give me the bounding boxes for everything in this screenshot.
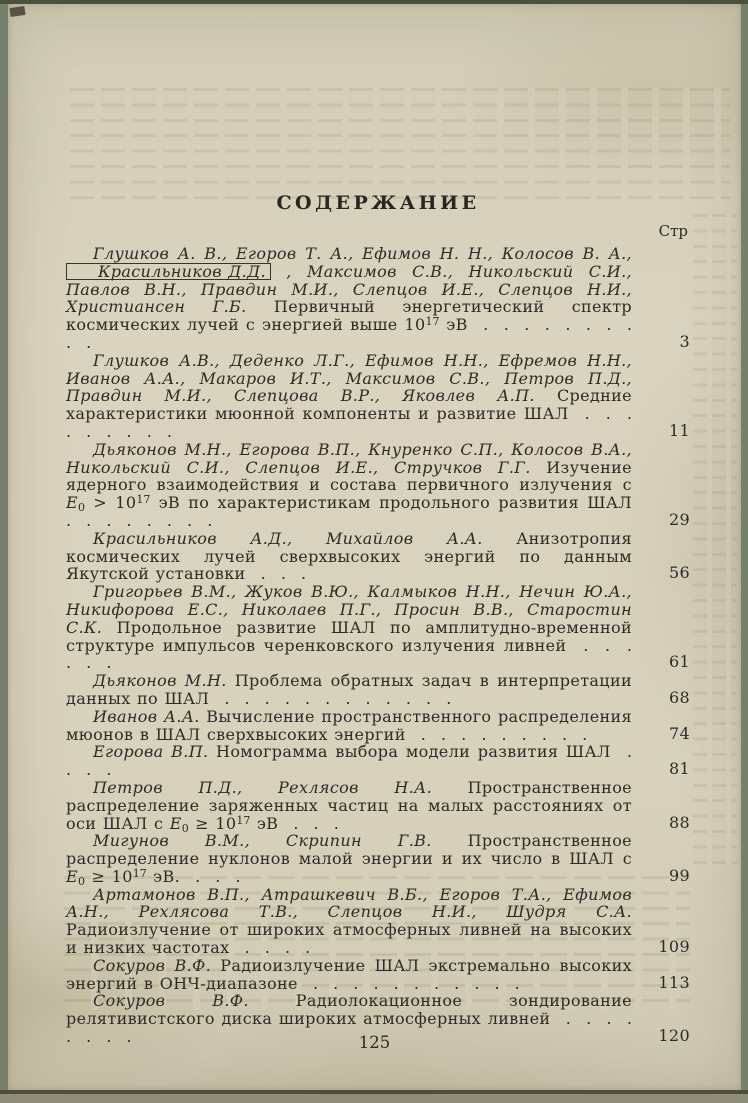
toc-list <box>66 245 690 1046</box>
toc-entry-segment: Вычисление пространственного распределения мюонов в ШАЛ сверхвысоких энергий <box>66 706 632 744</box>
dot-leader: . . . . <box>66 742 632 780</box>
dot-leader: . . . . . . . . . <box>405 724 588 744</box>
toc-entry-segment: 17 <box>425 315 440 329</box>
book-page-paper <box>8 4 741 1090</box>
dot-leader: . . . . . . <box>66 635 633 673</box>
toc-entry-page-number: 99 <box>668 865 690 885</box>
toc-entry-segment: Средние характеристики мюонной компоненты и развитие ШАЛ <box>66 386 632 424</box>
toc-entry-segment: Артамонов В.П., Атрашкевич В.Б., Егоров Т.А., Ефимов А.Н., Рехлясова Т.В., Слепцов Н.И., Шудря С.А. <box>66 884 632 922</box>
toc-entry-segment: Сокуров В.Ф. <box>93 955 221 975</box>
toc-entry <box>66 886 690 957</box>
toc-entry-segment: Егорова В.П. <box>93 742 217 762</box>
toc-entry-page-number: 56 <box>668 563 690 583</box>
toc-entry-page-number: 120 <box>658 1026 690 1046</box>
toc-entry-segment: эВ. <box>146 866 181 886</box>
page-title: СОДЕРЖАНИЕ <box>276 192 480 214</box>
dot-leader: . . . <box>278 813 339 833</box>
toc-entry-segment: 17 <box>132 866 147 880</box>
toc-entry-segment: Григорьев В.М., Жуков В.Ю., Калмыков Н.Н., Нечин Ю.А., Никифорова Е.С., Николаев П.Г., Просин В.В., Старостин С.К. <box>66 582 632 637</box>
toc-entry-segment: 17 <box>236 813 251 827</box>
toc-entry-segment: Радиолокационное зондирование релятивистского диска широких атмосферных ливней <box>66 991 632 1029</box>
toc-entry <box>66 245 690 352</box>
toc-entry-segment: Красильников А.Д., Михайлов А.А. <box>93 528 517 548</box>
toc-entry-segment: Петров П.Д., Рехлясов Н.А. <box>93 777 468 797</box>
toc-entry-segment: ≥ 10 <box>85 866 133 886</box>
page-number: 125 <box>358 1033 391 1052</box>
toc-entry-page-number: 29 <box>668 509 690 529</box>
toc-entry <box>66 831 690 888</box>
toc-entry-page-number: 68 <box>668 687 690 707</box>
toc-entry-segment: Первичный энергетический спектр космических лучей с энергией выше 10 <box>66 297 632 335</box>
toc-entry-page-number: 74 <box>668 723 690 743</box>
toc-entry <box>66 957 690 993</box>
page-column-label: Стр <box>658 222 688 240</box>
page-content <box>66 4 690 1046</box>
dot-leader: . . . . . . . . . <box>66 404 633 441</box>
toc-entry <box>66 530 690 583</box>
toc-entry-segment: Номограмма выбора модели развития ШАЛ <box>216 742 611 762</box>
dot-leader: . . . . . . . . . . <box>66 315 633 352</box>
toc-entry-segment: E <box>66 866 79 886</box>
toc-entry-segment: Радиоизлучение ШАЛ экстремально высоких энергий в ОНЧ-диапазоне <box>66 955 632 993</box>
toc-entry-segment: Пространственное распределение нуклонов малой энергии и их число в ШАЛ с <box>66 831 632 869</box>
toc-entry-segment: Продольное развитие ШАЛ по амплитудно-временной структуре импульсов черенковского излучения ливней <box>66 617 632 655</box>
toc-entry-segment: Сокуров В.Ф. <box>93 991 296 1011</box>
toc-entry <box>66 441 690 530</box>
toc-entry <box>66 583 690 672</box>
toc-entry-segment: > 10 <box>85 493 137 513</box>
toc-entry-segment: 0 <box>78 501 86 515</box>
toc-entry-page-number: 113 <box>658 972 690 992</box>
toc-entry-segment: ≥ 10 <box>188 813 237 833</box>
toc-entry-page-number: 81 <box>668 759 690 779</box>
toc-entry <box>66 672 690 708</box>
dot-leader: . . . . <box>229 938 311 958</box>
toc-entry-segment: Анизотропия космических лучей сверхвысоких энергий по данным Якутской установки <box>66 528 632 584</box>
toc-entry-segment: 0 <box>181 821 189 835</box>
toc-entry-segment: Пространственное распределение заряженных частиц на малых расстояниях от оси ШАЛ с <box>66 777 632 833</box>
toc-entry-page-number: 61 <box>668 652 690 672</box>
dot-leader: . . . <box>180 866 241 886</box>
toc-entry-segment: , Максимов С.В., Никольский С.И., Павлов В.Н., Правдин М.И., Слепцов И.Е., Слепцов Н.И., Христиансен Г.Б. <box>66 261 632 317</box>
toc-entry-segment: Дьяконов М.Н. <box>93 671 235 691</box>
toc-entry-segment: Радиоизлучение от широких атмосферных ливней на высоких и низких частотах <box>66 920 632 958</box>
toc-entry-page-number: 109 <box>658 937 690 957</box>
dot-leader: . . . <box>245 564 307 584</box>
toc-entry <box>66 708 690 744</box>
scan-artifact-mark <box>9 6 25 17</box>
toc-entry-page-number: 11 <box>668 420 690 440</box>
toc-entry-segment: Иванов А.А. <box>93 706 207 726</box>
dot-leader: . . . . . . . . <box>66 1009 632 1047</box>
toc-entry-page-number: 3 <box>679 331 690 351</box>
toc-entry-segment: Проблема обратных задач в интерпретации данных по ШАЛ <box>66 671 632 708</box>
toc-entry <box>66 777 690 835</box>
dot-leader: . . . . . . . . . . . . <box>209 688 452 708</box>
toc-entry-segment: эВ по характеристикам продольного развития ШАЛ <box>150 493 632 513</box>
toc-entry-segment: E <box>169 813 182 833</box>
toc-entry <box>66 352 690 441</box>
toc-entry-segment: Глушков А. В., Егоров Т. А., Ефимов Н. Н., Колосов В. А., <box>93 244 632 263</box>
dot-leader: . . . . . . . . <box>66 510 213 530</box>
toc-entry-segment: Изучение ядерного взаимодействия и состава первичного излучения с <box>66 457 632 495</box>
bleedthrough-texture-right <box>693 214 737 864</box>
toc-entry-segment: эВ <box>250 813 279 833</box>
toc-entry <box>66 743 690 779</box>
toc-entry-segment: Мигунов В.М., Скрипин Г.В. <box>93 831 468 851</box>
toc-entry-page-number: 88 <box>668 812 690 832</box>
toc-entry-segment: 17 <box>136 493 151 507</box>
toc-entry-segment: 0 <box>78 874 86 888</box>
boxed-author-annotation: Красильников Д.Д. <box>66 263 271 280</box>
toc-entry-segment: Дьяконов М.Н., Егорова В.П., Кнуренко С.П., Колосов В.А., Никольский С.И., Слепцов И.Е., Стручков Г.Г. <box>66 439 632 477</box>
toc-entry-segment: эВ <box>439 315 468 335</box>
dot-leader: . . . . . . . . . . . <box>297 973 520 993</box>
toc-entry-segment: E <box>66 493 79 513</box>
toc-entry-segment: Глушков А.В., Деденко Л.Г., Ефимов Н.Н., Ефремов Н.Н., Иванов А.А., Макаров И.Т., Максимов С.В., Петров П.Д., Правдин М.И., Слепцова В.Р., Яковлев А.П. <box>66 350 632 406</box>
